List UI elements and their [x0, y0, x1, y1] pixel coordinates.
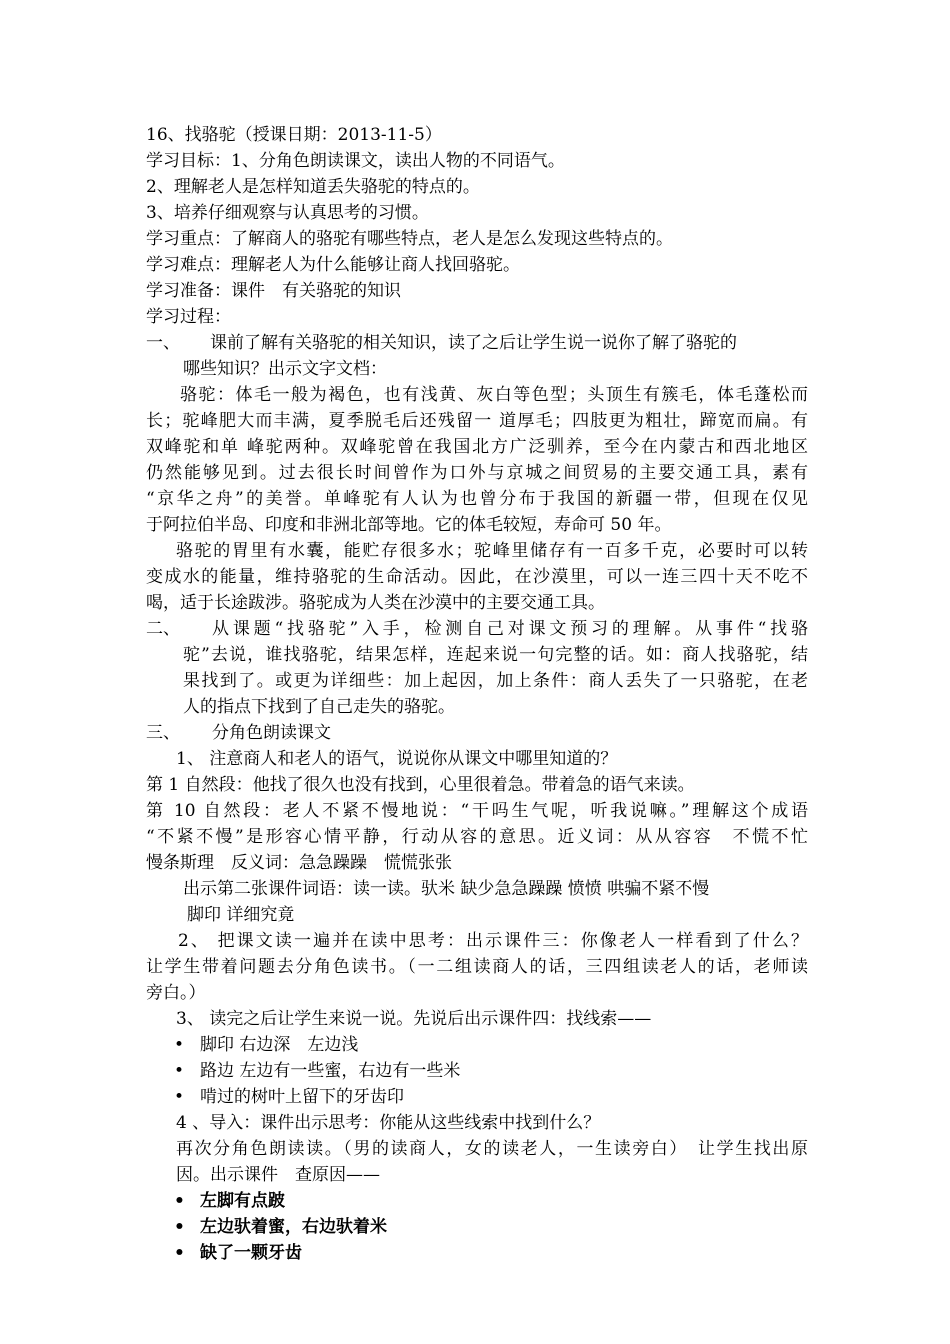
lesson-title: 16、找骆驼（授课日期：2013-11-5）	[146, 125, 442, 145]
reread-line: 因。出示课件 查原因——	[176, 1165, 380, 1185]
camel-text-line: 双峰驼和单 峰驼两种。双峰驼曾在我国北方广泛驯养，至今在内蒙古和西北地区	[146, 437, 808, 457]
stomach-text-line: 变成水的能量，维持骆驼的生命活动。因此，在沙漠里，可以一连三四十天不吃不	[146, 567, 808, 587]
reason-item: 缺了一颗牙齿	[200, 1243, 302, 1263]
section-2-number: 二、	[146, 619, 180, 639]
section-2-line: 人的指点下找到了自己走失的骆驼。	[183, 697, 455, 717]
learning-key-point: 学习重点：了解商人的骆驼有哪些特点，老人是怎么发现这些特点的。	[146, 229, 673, 249]
stomach-text-line: 喝，适于长途跋涉。骆驼成为人类在沙漠中的主要交通工具。	[146, 593, 605, 613]
question-2-line: 旁白。）	[146, 983, 206, 1003]
paragraph-10-line: 慢条斯理 反义词：急急躁躁 慌慌张张	[146, 853, 452, 873]
section-3-number: 三、	[146, 723, 180, 743]
question-2-line: 让学生带着问题去分角色读书。（一二组读商人的话，三四组读老人的话，老师读	[146, 957, 808, 977]
clue-item: 啃过的树叶上留下的牙齿印	[200, 1087, 404, 1107]
learning-preparation: 学习准备：课件 有关骆驼的知识	[146, 281, 401, 301]
bullet-dot: •	[174, 1061, 185, 1081]
bullet-dot: •	[174, 1243, 185, 1263]
bullet-dot: •	[174, 1035, 185, 1055]
paragraph-1-note: 第 1 自然段：他找了很久也没有找到，心里很着急。带着急的语气来读。	[146, 775, 695, 795]
section-2-line: 果找到了。或更为详细些：加上起因，加上条件：商人丢失了一只骆驼，在老	[183, 671, 808, 691]
question-3: 3、 读完之后让学生来说一说。先说后出示课件四：找线索——	[176, 1009, 652, 1029]
vocabulary-line-1: 出示第二张课件词语：读一读。驮米 缺少急急躁躁 愤愤 哄骗不紧不慢	[183, 879, 710, 899]
clue-item: 脚印 右边深 左边浅	[200, 1035, 359, 1055]
section-1-number: 一、	[146, 333, 180, 353]
clue-item: 路边 左边有一些蜜，右边有一些米	[200, 1061, 461, 1081]
learning-difficulty: 学习难点：理解老人为什么能够让商人找回骆驼。	[146, 255, 520, 275]
bullet-dot: •	[174, 1217, 185, 1237]
learning-process: 学习过程：	[146, 307, 231, 327]
paragraph-10-line: “不紧不慢”是形容心情平静，行动从容的意思。近义词：从从容容 不慌不忙	[146, 827, 808, 847]
paragraph-10-line: 第 10 自然段：老人不紧不慢地说：“干吗生气呢，听我说嘛。”理解这个成语	[146, 801, 808, 821]
section-1-line-1: 课前了解有关骆驼的相关知识，读了之后让学生说一说你了解了骆驼的	[210, 333, 737, 353]
bullet-dot: •	[174, 1087, 185, 1107]
vocabulary-line-2: 脚印 详细究竟	[187, 905, 295, 925]
camel-text-line: 长；驼峰肥大而丰满，夏季脱毛后还残留一 道厚毛；四肢更为粗壮，蹄宽而扁。有	[146, 411, 808, 431]
learning-goal-2: 2、理解老人是怎样知道丢失骆驼的特点的。	[146, 177, 480, 197]
camel-text-line: 仍然能够见到。过去很长时间曾作为口外与京城之间贸易的主要交通工具，素有	[146, 463, 808, 483]
section-3-title: 分角色朗读课文	[212, 723, 331, 743]
section-2-line: 驼”去说，谁找骆驼，结果怎样，连起来说一句完整的话。如：商人找骆驼，结	[183, 645, 808, 665]
learning-goal-3: 3、培养仔细观察与认真思考的习惯。	[146, 203, 429, 223]
camel-text-line: 于阿拉伯半岛、印度和非洲北部等地。它的体毛较短，寿命可 50 年。	[146, 515, 672, 535]
question-4: 4 、导入：课件出示思考：你能从这些线索中找到什么？	[176, 1113, 601, 1133]
question-1: 1、 注意商人和老人的语气，说说你从课文中哪里知道的？	[176, 749, 618, 769]
question-2-line: 2、 把课文读一遍并在读中思考：出示课件三：你像老人一样看到了什么？	[178, 931, 808, 951]
reason-item: 左边驮着蜜，右边驮着米	[200, 1217, 387, 1237]
section-2-line-1: 从课题“找骆驼”入手，检测自己对课文预习的理解。从事件“找骆	[212, 619, 808, 639]
camel-text-line: 骆驼：体毛一般为褐色，也有浅黄、灰白等色型；头顶生有簇毛，体毛蓬松而	[180, 385, 808, 405]
learning-goal: 学习目标：1、分角色朗读课文，读出人物的不同语气。	[146, 151, 565, 171]
bullet-dot: •	[174, 1191, 185, 1211]
reason-item: 左脚有点跛	[200, 1191, 285, 1211]
reread-line: 再次分角色朗读读。（男的读商人，女的读老人，一生读旁白） 让学生找出原	[176, 1139, 808, 1159]
stomach-text-line: 骆驼的胃里有水囊，能贮存很多水；驼峰里储存有一百多千克，必要时可以转	[176, 541, 808, 561]
camel-text-line: “京华之舟”的美誉。单峰驼有人认为也曾分布于我国的新疆一带，但现在仅见	[146, 489, 808, 509]
section-1-line-2: 哪些知识？出示文字文档：	[183, 359, 387, 379]
